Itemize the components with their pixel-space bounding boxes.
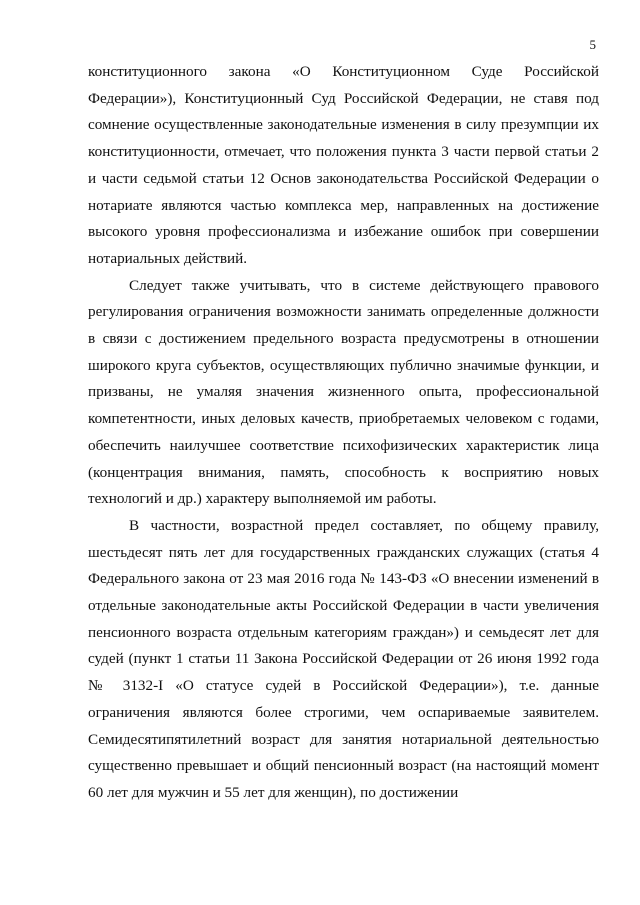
paragraph-1: конституционного закона «О Конституционном Суде Российской Федерации»), Конституционный Суд Российской Федерации, не ставя под сомнение осуществленные законодательные изменения в силу презумпции их конституционности, отмечает, что положения пункта 3 части первой статьи 2 и части седьмой статьи 12 Основ законодательства Российской Федерации о нотариате являются частью комплекса мер, направленных на достижение высокого уровня профессионализма и избежание ошибок при совершении нотариальных действий. — [88, 63, 599, 267]
page-number: 5 — [589, 37, 596, 52]
document-body — [88, 59, 599, 807]
paragraph-2: Следует также учитывать, что в системе действующего правового регулирования ограничения возможности занимать определенные должности в связи с достижением предельного возраста предусмотрены в отношении широкого круга субъектов, осуществляющих публично значимые функции, и призваны, не умаляя значения жизненного опыта, профессиональной компетентности, иных деловых качеств, приобретаемых человеком с годами, обеспечить наилучшее соответствие психофизических характеристик лица (концентрация внимания, память, способность к восприятию новых технологий и др.) характеру выполняемой им работы. — [88, 276, 599, 508]
paragraph-3: В частности, возрастной предел составляет, по общему правилу, шестьдесят пять лет для государственных гражданских служащих (статья 4 Федерального закона от 23 мая 2016 года № 143-ФЗ «О внесении изменений в отдельные законодательные акты Российской Федерации в части увеличения пенсионного возраста отдельным категориям граждан») и семьдесят лет для судей (пункт 1 статьи 11 Закона Российской Федерации от 26 июня 1992 года № 3132-I «О статусе судей в Российской Федерации»), т.е. данные ограничения являются более строгими, чем оспариваемые заявителем. Семидесятипятилетний возраст для занятия нотариальной деятельностью существенно превышает и общий пенсионный возраст (на настоящий момент 60 лет для мужчин и 55 лет для женщин), по достижении — [88, 516, 599, 801]
